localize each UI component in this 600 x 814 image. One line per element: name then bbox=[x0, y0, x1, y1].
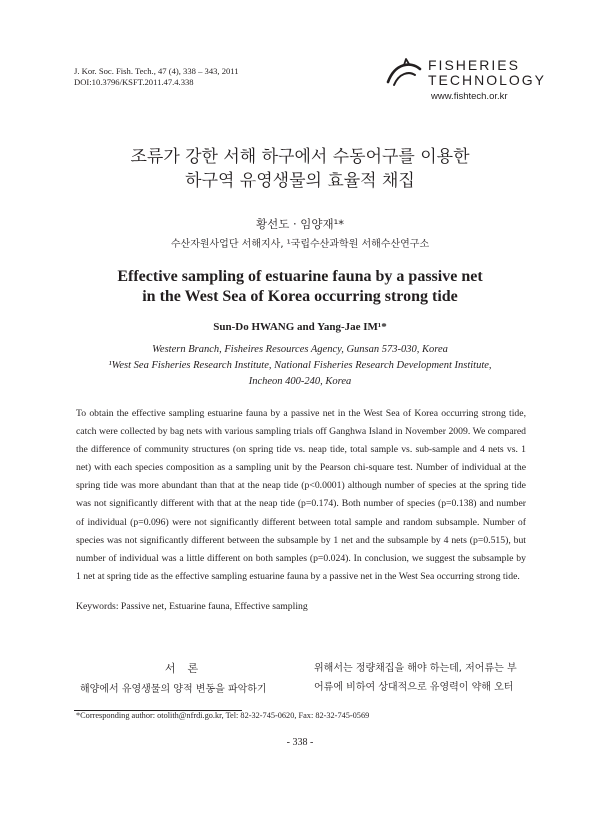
section-heading-introduction: 서론 bbox=[164, 662, 211, 675]
english-affiliation-line-1: Western Branch, Fisheires Resources Agency, Gunsan 573-030, Korea bbox=[152, 344, 448, 355]
body-text-right-line-1: 위해서는 정량채집을 해야 하는데, 저어류는 부 bbox=[314, 663, 517, 674]
body-text-left-column: 해양에서 유영생물의 양적 변동을 파악하기 bbox=[80, 684, 267, 695]
korean-title-line-2: 하구역 유영생물의 효율적 채집 bbox=[185, 171, 415, 191]
body-text-right-line-2: 어류에 비하여 상대적으로 유영력이 약해 오터 bbox=[314, 682, 514, 693]
keywords: Keywords: Passive net, Estuarine fauna, Effective sampling bbox=[76, 601, 308, 612]
korean-authors: 황선도 · 임양재¹* bbox=[256, 217, 344, 231]
journal-logo[interactable] bbox=[385, 54, 547, 110]
english-affiliation-line-2: ¹West Sea Fisheries Research Institute, National Fisheries Research Development Institute, bbox=[108, 360, 492, 371]
journal-citation bbox=[74, 66, 239, 88]
english-title-line-2: in the West Sea of Korea occurring strong tide bbox=[142, 288, 458, 305]
abstract-text: To obtain the effective sampling estuarine fauna by a passive net in the West Sea of Korea occurring strong tide, catch were collected by bag nets with various sampling trials off Ganghwa Island in November 2009. We compared the difference of community structures (on spring tide vs. neap tide, total sample vs. sub-sample and 4 nets vs. 1 net) with each species composition as a sampling unit by the Pearson chi-square test. Number of individual at the spring tide was more abundant than that at the neap tide (p<0.0001) although number of species at the spring tide was not significantly different with that at the neap tide (p=0.174). Both number of species (p=0.138) and number of individual (p=0.096) were not significantly different between total sample and random subsample. Number of species was not significantly different between the subsample by 1 net and the subsample by 4 nets (p=0.515), but number of individual was a little different on both samples (p=0.024). In conclusion, we suggest the subsample by 1 net at spring tide as the effective sampling estuarine fauna by a passive net in the West Sea occurring strong tide. bbox=[76, 408, 526, 582]
page-number: - 338 - bbox=[286, 737, 314, 748]
doi-text: DOI:10.3796/KSFT.2011.47.4.338 bbox=[74, 77, 194, 87]
journal-website-link[interactable]: www.fishtech.or.kr bbox=[431, 91, 508, 102]
logo-word-fisheries: FISHERIES bbox=[428, 57, 520, 73]
corresponding-author-footnote: *Corresponding author: otolith@nfrdi.go.kr, Tel: 82-32-745-0620, Fax: 82-32-745-0569 bbox=[76, 711, 370, 720]
english-title-line-1: Effective sampling of estuarine fauna by a passive net bbox=[117, 268, 483, 285]
fish-hook-logo-icon bbox=[385, 57, 423, 89]
english-authors: Sun-Do HWANG and Yang-Jae IM¹* bbox=[213, 321, 387, 333]
logo-word-technology: TECHNOLOGY bbox=[428, 72, 547, 88]
korean-title-line-1: 조류가 강한 서해 하구에서 수동어구를 이용한 bbox=[130, 147, 470, 167]
journal-reference: J. Kor. Soc. Fish. Tech., 47 (4), 338 – 343, 2011 bbox=[74, 66, 239, 76]
korean-affiliation: 수산자원사업단 서해지사, ¹국립수산과학원 서해수산연구소 bbox=[170, 239, 430, 250]
english-affiliation-line-3: Incheon 400-240, Korea bbox=[248, 376, 352, 387]
